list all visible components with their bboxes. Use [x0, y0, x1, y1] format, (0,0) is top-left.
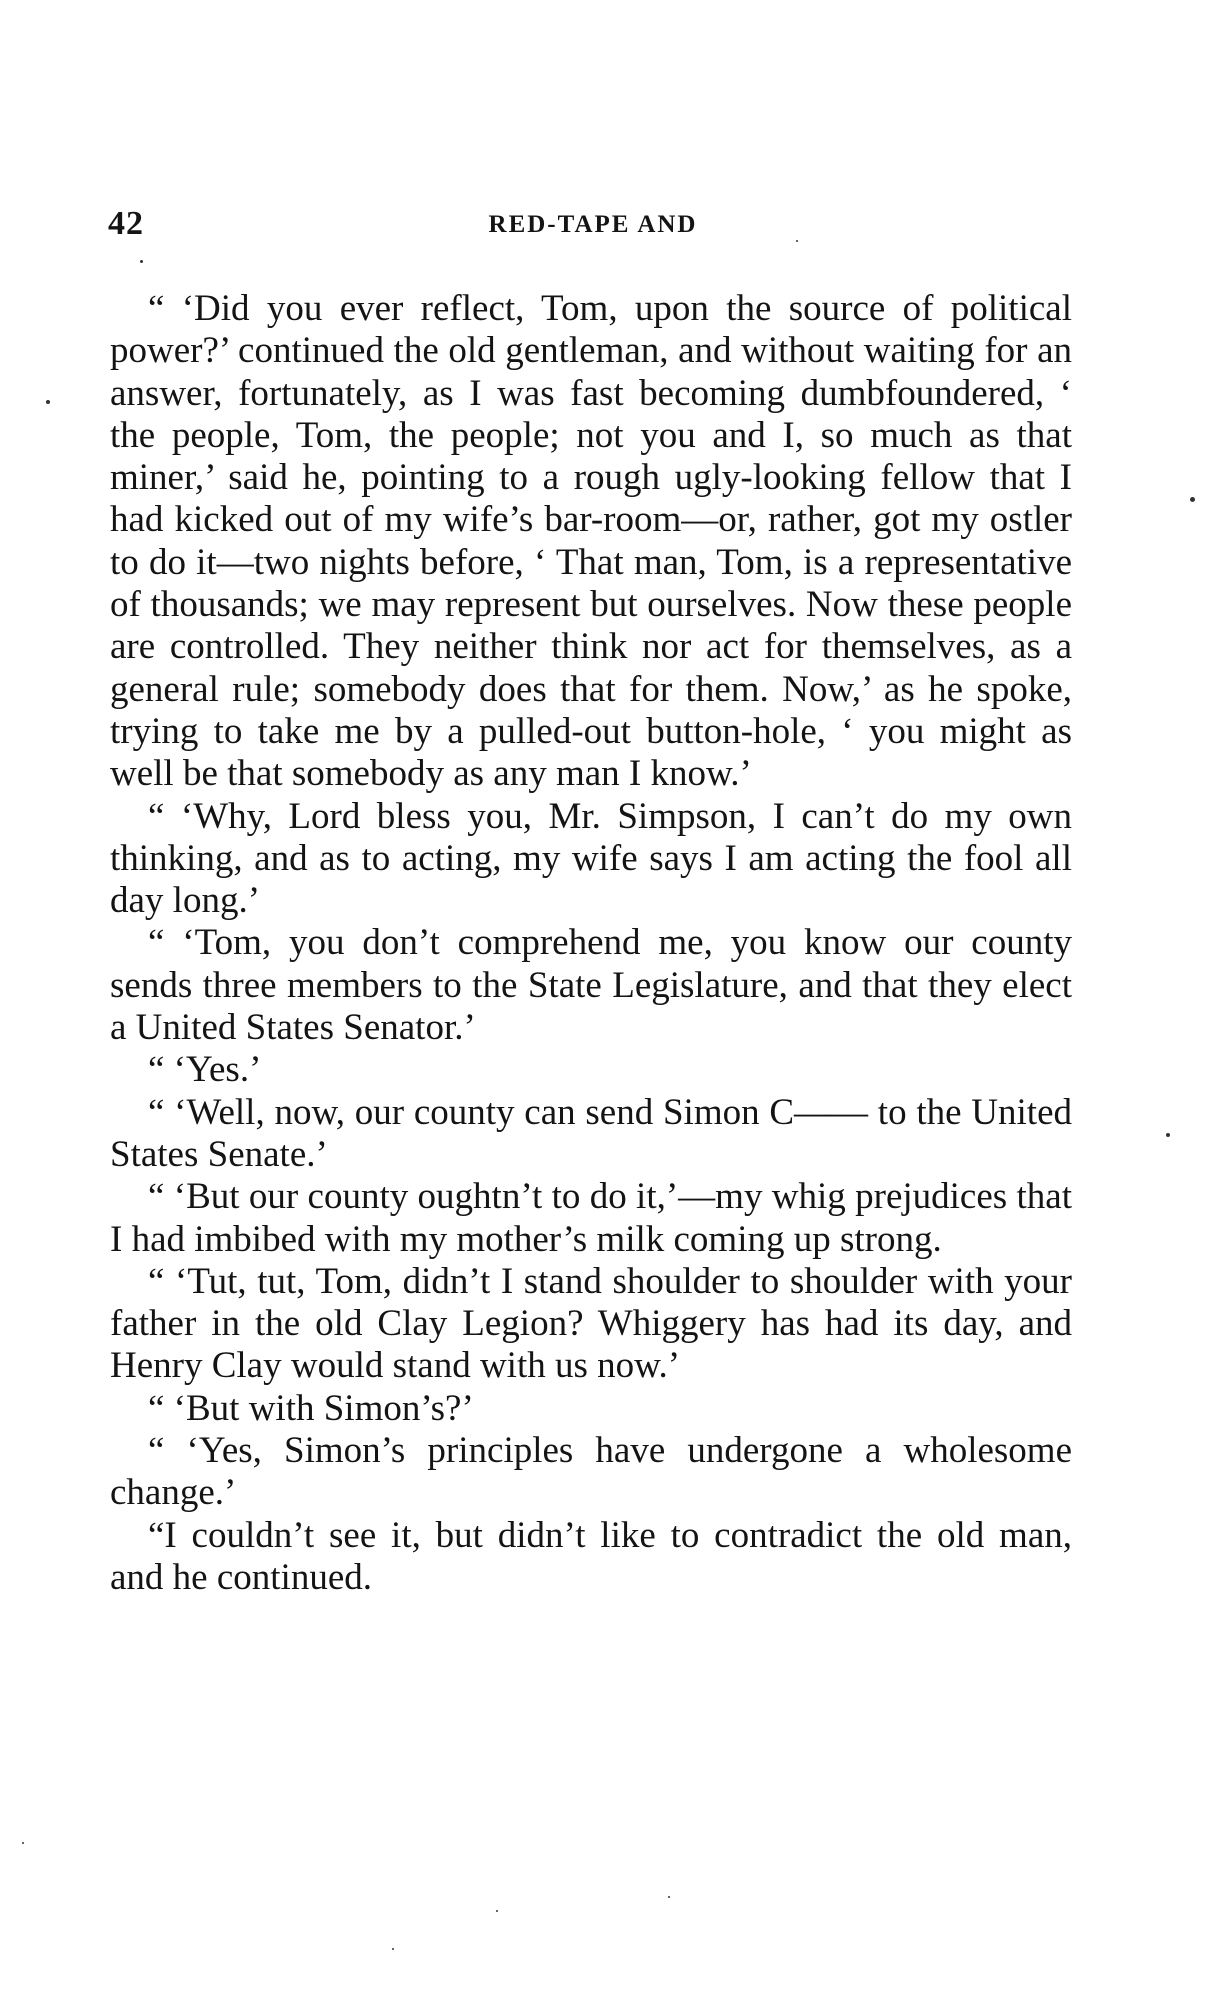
print-speck [496, 1910, 498, 1912]
paragraph: “ ‘Why, Lord bless you, Mr. Simpson, I can’t do my own thinking, and as to acting, my wife says I am acting the fool all day long.’ [110, 795, 1072, 922]
paragraph: “I couldn’t see it, but didn’t like to contradict the old man, and he continued. [110, 1514, 1072, 1598]
paragraph: “ ‘Well, now, our county can send Simon C—— to the United States Senate.’ [110, 1091, 1072, 1175]
paragraph: “ ‘But with Simon’s?’ [148, 1387, 474, 1429]
print-speck [22, 1842, 24, 1844]
page-number: 42 [108, 205, 144, 242]
page-header [108, 205, 1078, 245]
print-speck [1166, 1133, 1170, 1137]
print-speck [1190, 497, 1195, 502]
print-speck [796, 240, 798, 242]
paragraph: “ ‘Yes.’ [148, 1049, 262, 1091]
running-head: RED-TAPE AND [488, 211, 698, 238]
print-speck [392, 1948, 394, 1950]
print-speck [140, 260, 143, 263]
paragraph: “ ‘But our county oughtn’t to do it,’—my whig prejudices that I had imbibed with my mother’s milk coming up strong. [110, 1176, 1072, 1260]
print-speck [46, 400, 50, 404]
paragraph: “ ‘Tom, you don’t comprehend me, you know our county sends three members to the State Legislature, and that they elect a United States Senator.’ [110, 922, 1072, 1049]
paragraph: “ ‘Tut, tut, Tom, didn’t I stand shoulder to shoulder with your father in the old Clay Legion? Whiggery has had its day, and Henry Clay would stand with us now.’ [110, 1260, 1072, 1387]
paragraph: “ ‘Yes, Simon’s principles have undergone a wholesome change.’ [110, 1430, 1072, 1514]
print-speck [668, 1896, 670, 1898]
paragraph: “ ‘Did you ever reflect, Tom, upon the source of political power?’ continued the old gentleman, and without waiting for an answer, fortunately, as I was fast becoming dumbfoundered, ‘ the people, Tom, the people; not you and I, so much as that miner,’ said he, pointing to a rough ugly-looking fellow that I had kicked out of my wife’s bar-room—or, rather, got my ostler to do it—two nights before, ‘ That man, Tom, is a representative of thousands; we may represent but ourselves. Now these people are controlled. They neither think nor act for themselves, as a general rule; somebody does that for them. Now,’ as he spoke, trying to take me by a pulled-out button-hole, ‘ you might as well be that somebody as any man I know.’ [110, 288, 1072, 795]
body-text [110, 288, 1072, 1599]
